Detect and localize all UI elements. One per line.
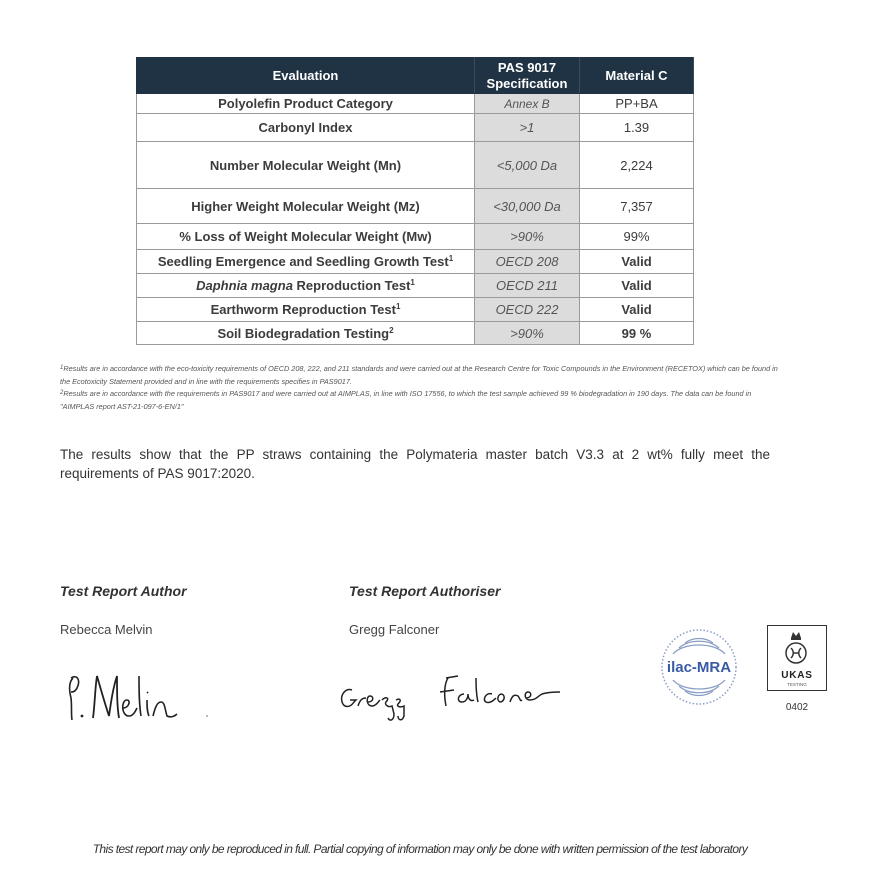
header-spec: PAS 9017 Specification [475, 58, 580, 94]
ilac-mra-emblem-icon [659, 624, 739, 710]
ukas-logo [767, 625, 827, 691]
cell-value: 2,224 [580, 142, 694, 189]
cell-evaluation: Carbonyl Index [137, 114, 475, 142]
table-row [137, 189, 694, 224]
author-label: Test Report Author [60, 583, 187, 599]
table-header-row [137, 58, 694, 94]
cell-value: Valid [580, 250, 694, 274]
author-signature-image [65, 668, 215, 728]
footnotes [60, 363, 780, 414]
summary-paragraph: The results show that the PP straws containing the Polymateria master batch V3.3 at 2 wt% fully meet the requirements of PAS 9017:2020. [60, 447, 770, 481]
ilac-mra-logo [659, 624, 739, 710]
header-evaluation: Evaluation [137, 58, 475, 94]
table-row [137, 298, 694, 322]
cell-spec: OECD 208 [475, 250, 580, 274]
authoriser-name: Gregg Falconer [349, 622, 440, 637]
cell-value: Valid [580, 298, 694, 322]
cell-spec: <5,000 Da [475, 142, 580, 189]
author-name: Rebecca Melvin [60, 622, 153, 637]
ukas-number: 0402 [785, 702, 809, 713]
table-row [137, 274, 694, 298]
cell-spec: OECD 222 [475, 298, 580, 322]
cell-evaluation: Number Molecular Weight (Mn) [137, 142, 475, 189]
results-table [136, 57, 694, 345]
cell-evaluation: % Loss of Weight Molecular Weight (Mw) [137, 224, 475, 250]
table-row [137, 142, 694, 189]
cell-evaluation: Polyolefin Product Category [137, 94, 475, 114]
header-material: Material C [580, 58, 694, 94]
cell-value: Valid [580, 274, 694, 298]
table-row [137, 94, 694, 114]
ukas-text: UKAS [781, 670, 813, 681]
cell-evaluation: Daphnia magna Reproduction Test$^1$ [137, 274, 475, 298]
cell-value: 7,357 [580, 189, 694, 224]
table-row [137, 114, 694, 142]
cell-spec: >90% [475, 224, 580, 250]
footer-disclaimer: This test report may only be reproduced in full. Partial copying of information may only be done with written permission of the test laboratory [92, 842, 748, 856]
crown-icon [768, 628, 825, 668]
cell-value: 99% [580, 224, 694, 250]
cell-evaluation: Soil Biodegradation Testing$^2$ [137, 322, 475, 345]
cell-evaluation: Earthworm Reproduction Test$^1$ [137, 298, 475, 322]
footnote-2: $^2$Results are in accordance with the requirements in PAS9017 and were carried out at AIMPLAS, in line with ISO 17556, to which the test sample achieved 99 % biodegradation in 190 days. The data can be found in "AIMPLAS report AST-21-097-6-EN/1" [60, 389, 752, 412]
cell-spec: >90% [475, 322, 580, 345]
authoriser-signature-image [336, 670, 566, 730]
cell-spec: Annex B [475, 94, 580, 114]
cell-value: 99 % [580, 322, 694, 345]
cell-value: PP+BA [580, 94, 694, 114]
table-row [137, 250, 694, 274]
cell-evaluation: Higher Weight Molecular Weight (Mz) [137, 189, 475, 224]
authoriser-label: Test Report Authoriser [349, 583, 501, 599]
cell-value: 1.39 [580, 114, 694, 142]
svg-text:ilac-MRA: ilac-MRA [666, 659, 732, 676]
table-row [137, 322, 694, 345]
cell-evaluation: Seedling Emergence and Seedling Growth Test$^1$ [137, 250, 475, 274]
table-row [137, 224, 694, 250]
cell-spec: OECD 211 [475, 274, 580, 298]
ukas-sub: TESTING [787, 682, 807, 687]
cell-spec: <30,000 Da [475, 189, 580, 224]
cell-spec: >1 [475, 114, 580, 142]
footnote-1: $^1$Results are in accordance with the eco-toxicity requirements of OECD 208, 222, and 211 standards and were carried out at the Research Centre for Toxic Compounds in the Environment (RECETOX) which can be found in the Ecotoxicity Statement provided and in line with the requirements specifies in PAS9017. [60, 364, 778, 386]
